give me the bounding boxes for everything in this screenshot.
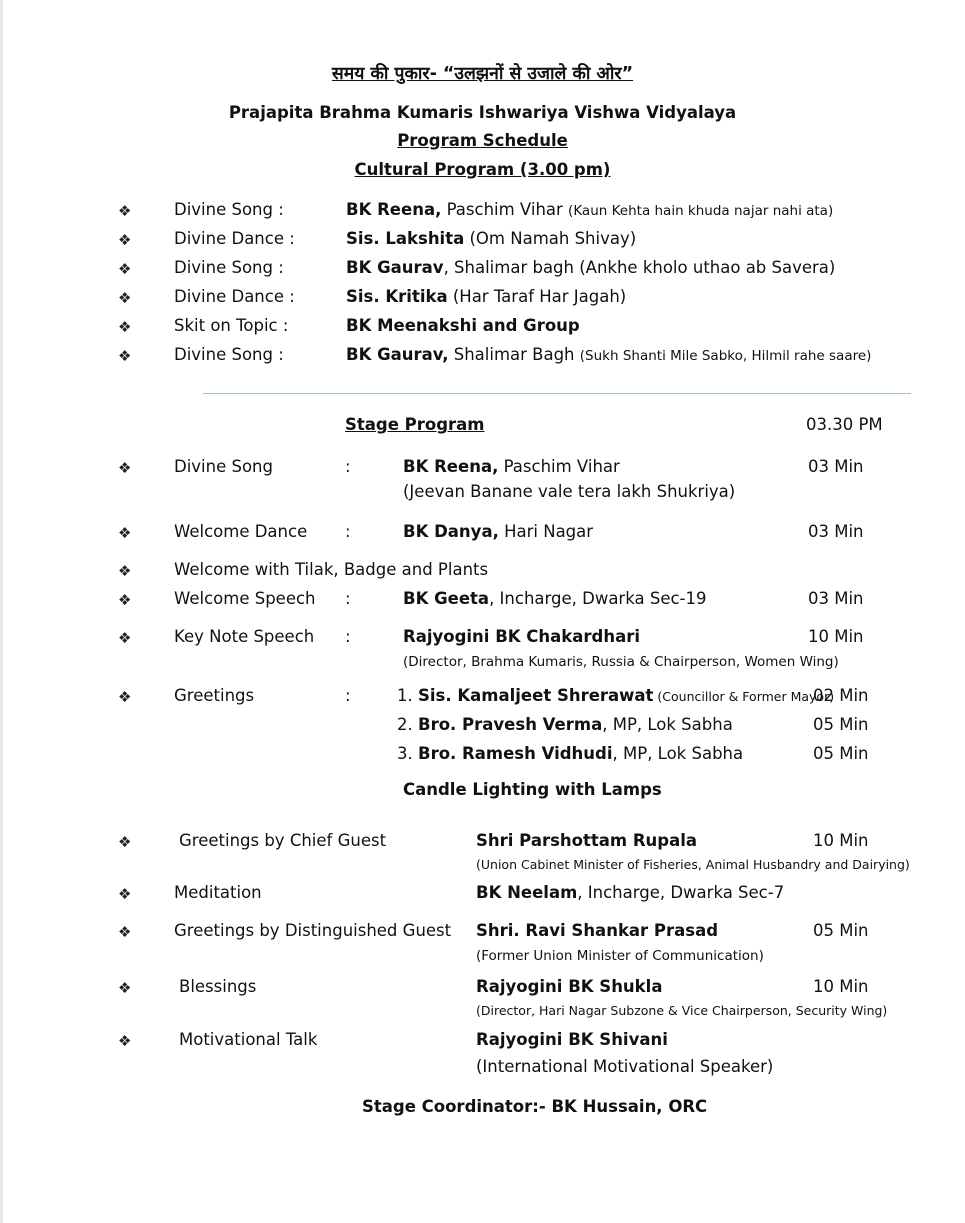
item-detail: BK Gaurav, Shalimar bagh (Ankhe kholo uthao ab Savera) [346, 258, 836, 277]
page-edge [0, 0, 3, 1223]
bullet-icon: ❖ [118, 231, 132, 249]
item-label: Welcome Dance [174, 522, 308, 541]
item-detail: BK Gaurav, Shalimar Bagh (Sukh Shanti Mile Sabko, Hilmil rahe saare) [346, 345, 872, 364]
item-duration: 05 Min [813, 744, 869, 763]
colon: : [345, 589, 351, 608]
item-duration: 05 Min [813, 921, 869, 940]
bullet-icon: ❖ [118, 260, 132, 278]
bullet-icon: ❖ [118, 202, 132, 220]
colon: : [345, 627, 351, 646]
item-duration: 10 Min [813, 831, 869, 850]
item-duration: 03 Min [808, 589, 864, 608]
item-label: Blessings [179, 977, 257, 996]
item-detail: BK Geeta, Incharge, Dwarka Sec-19 [403, 589, 707, 608]
item-label: Greetings by Distinguished Guest [174, 921, 452, 940]
bullet-icon: ❖ [118, 885, 132, 903]
item-label: Greetings by Chief Guest [179, 831, 387, 850]
item-detail: Sis. Kritika (Har Taraf Har Jagah) [346, 287, 627, 306]
item-detail: 1. Sis. Kamaljeet Shrerawat (Councillor & Former Mayor) [397, 686, 835, 705]
item-label: Divine Dance : [174, 229, 295, 248]
item-duration: 02 Min [813, 686, 869, 705]
item-label: Motivational Talk [179, 1030, 318, 1049]
bullet-icon: ❖ [118, 688, 132, 706]
item-label: Key Note Speech [174, 627, 315, 646]
item-subtitle: (Jeevan Banane vale tera lakh Shukriya) [403, 482, 736, 501]
item-label: Divine Song : [174, 258, 284, 277]
stage-coordinator: Stage Coordinator:- BK Hussain, ORC [362, 1097, 708, 1116]
candle-lighting: Candle Lighting with Lamps [403, 780, 662, 799]
bullet-icon: ❖ [118, 979, 132, 997]
item-label: Divine Song : [174, 200, 284, 219]
bullet-icon: ❖ [118, 629, 132, 647]
item-detail: Rajyogini BK Chakardhari [403, 627, 641, 646]
item-detail: 2. Bro. Pravesh Verma, MP, Lok Sabha [397, 715, 733, 734]
item-label: Welcome Speech [174, 589, 316, 608]
bullet-icon: ❖ [118, 524, 132, 542]
bullet-icon: ❖ [118, 318, 132, 336]
bullet-icon: ❖ [118, 289, 132, 307]
section-divider [203, 393, 911, 394]
item-subtitle: (Former Union Minister of Communication) [476, 948, 764, 964]
item-subtitle: (International Motivational Speaker) [476, 1057, 774, 1076]
cultural-title: Cultural Program (3.00 pm) [354, 160, 611, 179]
bullet-icon: ❖ [118, 459, 132, 477]
item-detail: BK Meenakshi and Group [346, 316, 580, 335]
item-duration: 03 Min [808, 522, 864, 541]
colon: : [345, 686, 351, 705]
item-detail: BK Neelam, Incharge, Dwarka Sec-7 [476, 883, 785, 902]
item-subtitle: (Director, Brahma Kumaris, Russia & Chairperson, Women Wing) [403, 654, 839, 670]
hindi-title: समय की पुकार- “उलझनों से उजाले की ओर” [331, 64, 634, 84]
colon: : [345, 457, 351, 476]
item-label: Divine Song [174, 457, 273, 476]
bullet-icon: ❖ [118, 591, 132, 609]
item-label: Greetings [174, 686, 255, 705]
item-duration: 05 Min [813, 715, 869, 734]
item-detail: Rajyogini BK Shivani [476, 1030, 668, 1049]
stage-time: 03.30 PM [806, 415, 883, 434]
item-detail: Rajyogini BK Shukla [476, 977, 663, 996]
item-detail: BK Reena, Paschim Vihar [403, 457, 620, 476]
schedule-title: Program Schedule [397, 131, 568, 150]
item-duration: 10 Min [813, 977, 869, 996]
item-detail: Sis. Lakshita (Om Namah Shivay) [346, 229, 637, 248]
item-detail: BK Reena, Paschim Vihar (Kaun Kehta hain khuda najar nahi ata) [346, 200, 834, 219]
item-detail: 3. Bro. Ramesh Vidhudi, MP, Lok Sabha [397, 744, 744, 763]
item-label: Skit on Topic : [174, 316, 289, 335]
colon: : [345, 522, 351, 541]
item-duration: 03 Min [808, 457, 864, 476]
item-subtitle: (Union Cabinet Minister of Fisheries, Animal Husbandry and Dairying) [476, 857, 910, 872]
item-duration: 10 Min [808, 627, 864, 646]
item-label: Meditation [174, 883, 262, 902]
item-detail: Shri Parshottam Rupala [476, 831, 698, 850]
item-label: Divine Song : [174, 345, 284, 364]
item-detail: BK Danya, Hari Nagar [403, 522, 594, 541]
bullet-icon: ❖ [118, 562, 132, 580]
item-subtitle: (Director, Hari Nagar Subzone & Vice Chairperson, Security Wing) [476, 1003, 888, 1018]
bullet-icon: ❖ [118, 923, 132, 941]
bullet-icon: ❖ [118, 833, 132, 851]
item-detail: Shri. Ravi Shankar Prasad [476, 921, 719, 940]
org-title: Prajapita Brahma Kumaris Ishwariya Vishwa Vidyalaya [228, 103, 737, 122]
stage-title: Stage Program [345, 415, 485, 434]
item-label: Divine Dance : [174, 287, 295, 306]
item-label: Welcome with Tilak, Badge and Plants [174, 560, 489, 579]
bullet-icon: ❖ [118, 347, 132, 365]
bullet-icon: ❖ [118, 1032, 132, 1050]
